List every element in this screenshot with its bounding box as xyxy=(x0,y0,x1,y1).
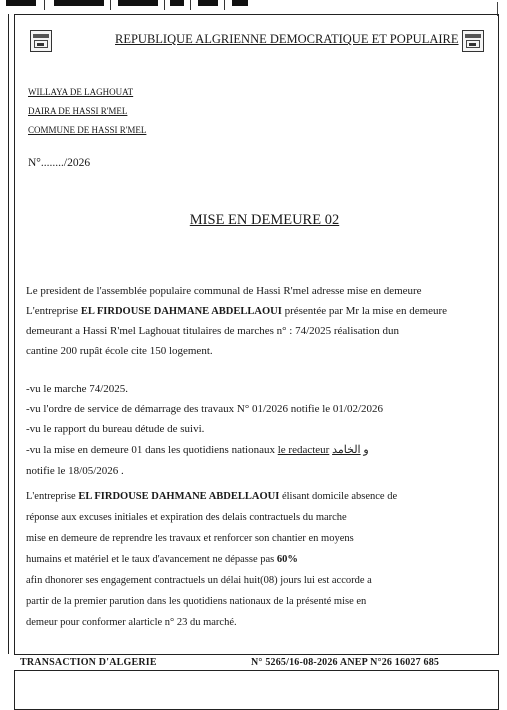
reference-item: notifie le 18/05/2026 . xyxy=(26,465,124,477)
next-notice-frame xyxy=(14,670,499,710)
algeria-emblem-icon xyxy=(30,30,52,52)
body-line: mise en demeure de reprendre les travaux et renforcer son chantier en moyens xyxy=(26,533,354,544)
column-divider xyxy=(8,14,9,654)
intro-line: Le president de l'assemblée populaire communal de Hassi R'mel adresse mise en demeure xyxy=(26,285,422,297)
newspaper-name: TRANSACTION D'ALGERIE xyxy=(20,657,157,668)
body-line: réponse aux excuses initiales et expiration des delais contractuels du marche xyxy=(26,512,347,523)
commune-line: COMMUNE DE HASSI R'MEL xyxy=(28,125,147,135)
notice-title: MISE EN DEMEURE 02 xyxy=(189,212,340,228)
reference-item: -vu l'ordre de service de démarrage des travaux N° 01/2026 notifie le 01/02/2026 xyxy=(26,403,384,415)
reference-item: -vu la mise en demeure 01 dans les quotidiens nationaux le redacteur و الخامد xyxy=(26,444,369,456)
intro-line: L'entreprise EL FIRDOUSE DAHMANE ABDELLAOUI présentée par Mr la mise en demeure xyxy=(26,305,448,317)
daira-line: DAIRA DE HASSI R'MEL xyxy=(28,106,128,116)
intro-line: cantine 200 rupât école cite 150 logement. xyxy=(26,345,213,357)
body-line: afin dhonorer ses engagement contractuels un délai huit(08) jours lui est accorde a xyxy=(26,575,372,586)
intro-line: demeurant a Hassi R'mel Laghouat titulaires de marches n° : 74/2025 réalisation dun xyxy=(26,325,399,337)
wilaya-line: WILLAYA DE LAGHOUAT xyxy=(28,87,134,97)
reference-item: -vu le rapport du bureau détude de suivi. xyxy=(26,423,205,435)
body-line: humains et matériel et le taux d'avancement ne dépasse pas 60% xyxy=(26,554,298,565)
anep-reference: N° 5265/16-08-2026 ANEP N°26 16027 685 xyxy=(251,657,440,668)
reference-number: N°......../2026 xyxy=(28,157,91,169)
newspaper-top-bar xyxy=(0,0,507,10)
reference-item: -vu le marche 74/2025. xyxy=(26,383,129,395)
body-line: partir de la premier parution dans les quotidiens nationaux de la présenté mise en xyxy=(26,596,367,607)
commune-emblem-icon xyxy=(462,30,484,52)
republic-header: REPUBLIQUE ALGRIENNE DEMOCRATIQUE ET POPULAIRE xyxy=(115,32,459,46)
body-line: demeur pour conformer alarticle n° 23 du marché. xyxy=(26,617,237,628)
body-line: L'entreprise EL FIRDOUSE DAHMANE ABDELLAOUI élisant domicile absence de xyxy=(26,491,398,502)
